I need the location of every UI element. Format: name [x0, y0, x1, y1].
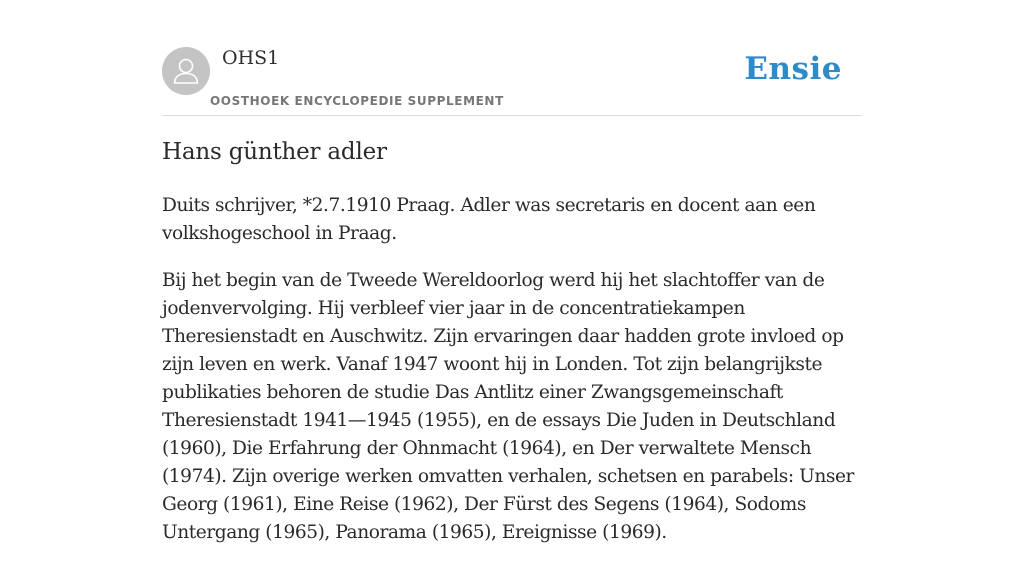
source-label[interactable]: OOSTHOEK ENCYCLOPEDIE SUPPLEMENT [210, 94, 504, 108]
article-paragraph: Bij het begin van de Tweede Wereldoorlog werd hij het slachtoffer van de jodenvervolging. Hij verbleef vier jaar in de concentratiekampen Theresienstadt en Auschwitz. Zijn ervaringen daar hadden grote invloed op zijn leven en werk. Vanaf 1947 woont hij in Londen. Tot zijn belangrijkste publikaties behoren de studie Das Antlitz einer Zwangsgemeinschaft Theresienstadt 1941—1945 (1955), en de essays Die Juden in Deutschland (1960), Die Erfahrung der Ohnmacht (1964), en Der verwaltete Mensch (1974). Zijn overige werken omvatten verhalen, schetsen en parabels: Unser Georg (1961), Eine Reise (1962), Der Fürst des Segens (1964), Sodoms Untergang (1965), Panorama (1965), Ereignisse (1969). [162, 270, 854, 543]
article-header [162, 45, 862, 116]
article-title: Hans günther adler [162, 139, 387, 165]
article-body [162, 192, 868, 566]
user-avatar-icon[interactable] [162, 47, 210, 95]
ensie-logo[interactable]: Ensie [744, 51, 842, 87]
article-paragraph: Duits schrijver, *2.7.1910 Praag. Adler was secretaris en docent aan een volkshogeschool in Praag. [162, 195, 816, 244]
author-name[interactable]: OHS1 [222, 47, 280, 69]
